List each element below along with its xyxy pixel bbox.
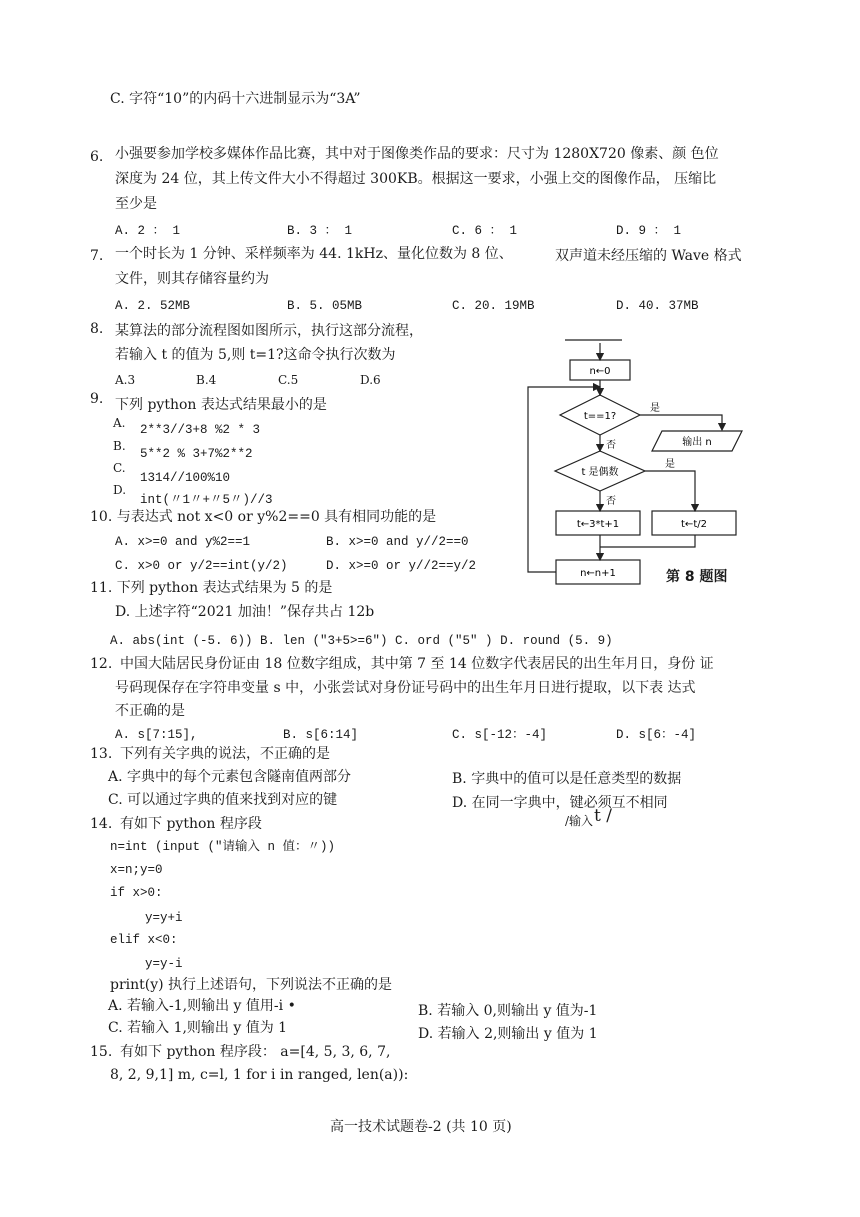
q12-stem-2: 号码现保存在字符串变量 s 中，小张尝试对身份证号码中的出生年月日进行提取，以下表 达式 — [115, 680, 696, 696]
q7-option-c: C. 20. 19MB — [452, 299, 535, 313]
q8-stem-1: 某算法的部分流程图如图所示，执行这部分流程， — [115, 323, 423, 339]
flowchart-figure — [510, 335, 750, 600]
q14-code-7: print(y) 执行上述语句，下列说法不正确的是 — [110, 977, 393, 993]
q14-option-a: A. 若输入-1,则输出 y 值用-i • — [108, 998, 296, 1014]
q10-option-b: B. x>=0 and y//2==0 — [326, 535, 469, 549]
q10-option-a: A. x>=0 and y%2==1 — [115, 535, 251, 549]
q13-option-d: D. 在同一字典中，键必须互不相同 — [452, 795, 668, 811]
stray-input-var: t / — [594, 806, 612, 826]
q6-option-b: B. 3 ： 1 — [287, 224, 353, 238]
flow-text-yes1: 是 — [650, 403, 660, 414]
q13-stem: 下列有关字典的说法，不正确的是 — [120, 746, 330, 762]
q7-option-b: B. 5. 05MB — [287, 299, 363, 313]
q10-option-c: C. x>0 or y/2==int(y/2) — [115, 559, 288, 573]
q9-code-c: 1314//100%10 — [140, 471, 231, 485]
q6-option-d: D. 9 ： 1 — [616, 224, 682, 238]
q9-label-c: C. — [113, 461, 126, 475]
q13-number: 13. — [90, 746, 113, 762]
q6-stem-1: 小强要参加学校多媒体作品比赛，其中对于图像类作品的要求：尺寸为 1280X720 像素、颜 色位 — [115, 146, 719, 162]
q14-option-c: C. 若输入 1,则输出 y 值为 1 — [108, 1020, 288, 1036]
q14-code-5: elif x<0: — [110, 933, 178, 947]
q8-option-c: C.5 — [278, 373, 299, 387]
q9-code-a: 2**3//3+8 %2 * 3 — [140, 423, 261, 437]
flow-text-no1: 否 — [606, 440, 616, 451]
q14-option-d: D. 若输入 2,则输出 y 值为 1 — [418, 1026, 598, 1042]
q6-option-a: A. 2 ： 1 — [115, 224, 181, 238]
q9-code-b: 5**2 % 3+7%2**2 — [140, 447, 253, 461]
q7-stem-1: 一个时长为 1 分钟、采样频率为 44. 1kHz、量化位数为 8 位、 — [115, 246, 513, 262]
q8-option-d: D.6 — [360, 373, 381, 387]
flow-text-inc: n←n+1 — [580, 568, 616, 579]
q14-code-2: x=n;y=0 — [110, 863, 163, 877]
q14-stem: 有如下 python 程序段 — [120, 816, 262, 832]
flow-text-init: n←0 — [589, 366, 611, 377]
q10-option-d: D. x>=0 or y//2==y/2 — [326, 559, 477, 573]
q11-options: A. abs(int (-5. 6)) B. len (″3+5>=6″) C. ord (″5″ ) D. round (5. 9) — [110, 634, 613, 648]
q15-stem-1: 有如下 python 程序段： a=[4, 5, 3, 6, 7, — [120, 1044, 391, 1060]
q14-code-4: y=y+i — [145, 911, 183, 925]
flow-text-yes2: 是 — [665, 459, 675, 470]
flowchart-caption: 第 8 题图 — [666, 569, 728, 585]
q11-stray-d: D. 上述字符“2021 加油！”保存共占 12b — [115, 604, 375, 620]
q7-stem-1b: 双声道未经压缩的 Wave 格式 — [555, 248, 742, 264]
flow-text-no2: 否 — [606, 496, 616, 507]
q12-number: 12. — [90, 656, 113, 672]
q13-option-a: A. 字典中的每个元素包含隧南值两部分 — [108, 769, 352, 785]
flow-text-even: t←t/2 — [681, 519, 707, 530]
page-footer: 高一技术试题卷-2 (共 10 页) — [330, 1119, 512, 1135]
q9-label-d: D. — [113, 483, 127, 497]
q12-option-d: D. s[6：-4] — [616, 728, 697, 742]
q9-code-d: int(〃1〃+〃5〃)//3 — [140, 493, 273, 507]
q9-number: 9. — [90, 391, 104, 407]
q14-number: 14. — [90, 816, 113, 832]
q12-option-c: C. s[-12：-4] — [452, 728, 548, 742]
q14-option-b: B. 若输入 0,则输出 y 值为-1 — [418, 1003, 598, 1019]
stray-input-label: /输入 — [565, 814, 594, 828]
q8-number: 8. — [90, 321, 104, 337]
q12-option-b: B. s[6:14] — [283, 728, 359, 742]
q8-option-a: A.3 — [115, 373, 136, 387]
flow-text-cond2: t 是偶数 — [581, 467, 619, 478]
q12-stem-1: 中国大陆居民身份证由 18 位数字组成，其中第 7 至 14 位数字代表居民的出生年月日，身份 证 — [120, 656, 714, 672]
q8-option-b: B.4 — [196, 373, 217, 387]
q14-code-3: if x>0: — [110, 886, 163, 900]
q6-number: 6. — [90, 149, 104, 165]
q14-code-1: n=int (input (″请输入 n 值：〃)) — [110, 840, 336, 854]
q10-stem: 10. 与表达式 not x<0 or y%2==0 具有相同功能的是 — [90, 509, 437, 525]
q6-option-c: C. 6 ： 1 — [452, 224, 518, 238]
q9-stem: 下列 python 表达式结果最小的是 — [115, 397, 327, 413]
q12-stem-3: 不正确的是 — [115, 703, 185, 719]
flow-text-cond1: t==1? — [583, 411, 617, 422]
q11-stem: 11. 下列 python 表达式结果为 5 的是 — [90, 580, 333, 596]
flow-text-output: 输出 n — [682, 437, 712, 448]
q6-stem-3: 至少是 — [115, 196, 157, 212]
q9-code-d-clip — [138, 491, 298, 507]
q8-stem-2: 若输入 t 的值为 5,则 t=1?这命令执行次数为 — [115, 347, 396, 363]
q15-stem-2: 8, 2, 9,1] m, c=l, 1 for i in ranged, len(a)): — [110, 1067, 409, 1083]
q7-stem-2: 文件，则其存储容量约为 — [115, 271, 269, 287]
flow-text-odd: t←3*t+1 — [576, 519, 620, 530]
q13-option-c: C. 可以通过字典的值来找到对应的键 — [108, 792, 338, 808]
q9-label-b: B. — [113, 439, 126, 453]
q7-option-d: D. 40. 37MB — [616, 299, 699, 313]
q12-option-a: A. s[7:15], — [115, 728, 198, 742]
q7-number: 7. — [90, 248, 104, 264]
q7-option-a: A. 2. 52MB — [115, 299, 191, 313]
q5-option-c: C. 字符“10”的内码十六进制显示为“3A” — [110, 91, 361, 107]
q14-code-6: y=y-i — [145, 957, 183, 971]
q15-number: 15. — [90, 1044, 113, 1060]
q9-label-a: A. — [113, 416, 126, 430]
q13-option-b: B. 字典中的值可以是任意类型的数据 — [452, 771, 682, 787]
q6-stem-2: 深度为 24 位，其上传文件大小不得超过 300KB。根据这一要求，小强上交的图像作品， 压缩比 — [115, 171, 717, 187]
